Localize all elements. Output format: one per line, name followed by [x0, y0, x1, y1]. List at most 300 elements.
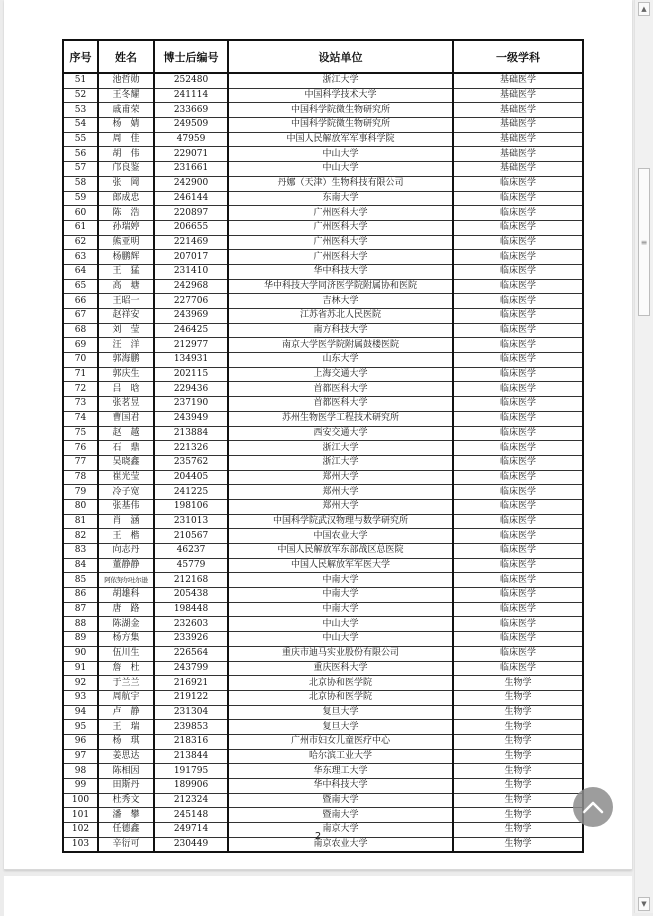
- cell-institution: 广州医科大学: [228, 206, 453, 221]
- cell-discipline: 临床医学: [453, 279, 583, 294]
- table-row: [63, 411, 583, 426]
- cell-index: 57: [63, 162, 98, 177]
- cell-postdoc-id: 231013: [154, 514, 228, 529]
- cell-institution: 西安交通大学: [228, 426, 453, 441]
- cell-name: 刘 莹: [98, 323, 154, 338]
- cell-index: 74: [63, 411, 98, 426]
- cell-name: 向志丹: [98, 544, 154, 559]
- cell-discipline: 临床医学: [453, 323, 583, 338]
- cell-institution: 南京农业大学: [228, 837, 453, 852]
- cell-institution: 广州市妇女儿童医疗中心: [228, 734, 453, 749]
- cell-name: 郭庆生: [98, 367, 154, 382]
- cell-institution: 中南大学: [228, 588, 453, 603]
- table-row: [63, 720, 583, 735]
- cell-name: 王昭一: [98, 294, 154, 309]
- cell-postdoc-id: 207017: [154, 250, 228, 265]
- cell-index: 66: [63, 294, 98, 309]
- cell-name: 崔光莹: [98, 470, 154, 485]
- cell-index: 80: [63, 499, 98, 514]
- cell-discipline: 临床医学: [453, 397, 583, 412]
- cell-institution: 中国科学院微生物研究所: [228, 118, 453, 133]
- cell-postdoc-id: 216921: [154, 676, 228, 691]
- cell-name: 孙瑞婷: [98, 220, 154, 235]
- cell-discipline: 临床医学: [453, 588, 583, 603]
- back-to-top-button[interactable]: [573, 787, 613, 827]
- cell-institution: 南京大学医学院附属鼓楼医院: [228, 338, 453, 353]
- cell-index: 76: [63, 441, 98, 456]
- cell-postdoc-id: 233669: [154, 103, 228, 118]
- table-row: [63, 455, 583, 470]
- table-row: [63, 558, 583, 573]
- cell-institution: 中山大学: [228, 617, 453, 632]
- cell-institution: 山东大学: [228, 353, 453, 368]
- cell-institution: 中国科学院武汉物理与数学研究所: [228, 514, 453, 529]
- cell-institution: 广州医科大学: [228, 250, 453, 265]
- table-row: [63, 338, 583, 353]
- cell-name: 陈相因: [98, 764, 154, 779]
- cell-discipline: 生物学: [453, 793, 583, 808]
- cell-institution: 华中科技大学: [228, 779, 453, 794]
- cell-discipline: 生物学: [453, 808, 583, 823]
- cell-discipline: 临床医学: [453, 382, 583, 397]
- cell-discipline: 临床医学: [453, 485, 583, 500]
- cell-index: 89: [63, 632, 98, 647]
- table-row: [63, 544, 583, 559]
- cell-postdoc-id: 243799: [154, 661, 228, 676]
- cell-postdoc-id: 231304: [154, 705, 228, 720]
- table-row: [63, 617, 583, 632]
- cell-name: 肖 涵: [98, 514, 154, 529]
- cell-name: 高 塘: [98, 279, 154, 294]
- cell-institution: 中山大学: [228, 147, 453, 162]
- cell-institution: 东南大学: [228, 191, 453, 206]
- next-page: [4, 876, 632, 916]
- table-row: [63, 749, 583, 764]
- cell-discipline: 临床医学: [453, 499, 583, 514]
- header-discipline: 一级学科: [453, 40, 583, 73]
- cell-discipline: 临床医学: [453, 411, 583, 426]
- table-row: [63, 176, 583, 191]
- cell-index: 61: [63, 220, 98, 235]
- cell-index: 99: [63, 779, 98, 794]
- cell-discipline: 临床医学: [453, 294, 583, 309]
- cell-index: 98: [63, 764, 98, 779]
- cell-postdoc-id: 249509: [154, 118, 228, 133]
- cell-postdoc-id: 212324: [154, 793, 228, 808]
- cell-postdoc-id: 219122: [154, 690, 228, 705]
- header-postdoc-id: 博士后编号: [154, 40, 228, 73]
- cell-institution: 重庆医科大学: [228, 661, 453, 676]
- cell-discipline: 临床医学: [453, 573, 583, 588]
- cell-name: 姜思达: [98, 749, 154, 764]
- table-row: [63, 73, 583, 88]
- vertical-scrollbar[interactable]: [634, 0, 653, 913]
- cell-name: 周 佳: [98, 132, 154, 147]
- table-row: [63, 602, 583, 617]
- cell-index: 92: [63, 676, 98, 691]
- cell-name: 赵 越: [98, 426, 154, 441]
- header-name: 姓名: [98, 40, 154, 73]
- cell-postdoc-id: 205438: [154, 588, 228, 603]
- table-row: [63, 88, 583, 103]
- postdoc-table: [62, 39, 584, 853]
- scroll-up-button[interactable]: ▲: [638, 2, 650, 16]
- cell-index: 63: [63, 250, 98, 265]
- page-number: 2: [314, 831, 322, 842]
- cell-institution: 浙江大学: [228, 455, 453, 470]
- cell-name: 田斯丹: [98, 779, 154, 794]
- cell-name: 戚甫荣: [98, 103, 154, 118]
- cell-index: 86: [63, 588, 98, 603]
- cell-name: 汪 洋: [98, 338, 154, 353]
- table-row: [63, 793, 583, 808]
- cell-institution: 中南大学: [228, 602, 453, 617]
- cell-index: 101: [63, 808, 98, 823]
- cell-name: 董静静: [98, 558, 154, 573]
- cell-institution: 华东理工大学: [228, 764, 453, 779]
- cell-postdoc-id: 246144: [154, 191, 228, 206]
- cell-discipline: 临床医学: [453, 455, 583, 470]
- cell-postdoc-id: 204405: [154, 470, 228, 485]
- cell-index: 51: [63, 73, 98, 88]
- cell-postdoc-id: 189906: [154, 779, 228, 794]
- table-row: [63, 367, 583, 382]
- cell-institution: 浙江大学: [228, 73, 453, 88]
- document-page: [4, 0, 632, 870]
- table-row: [63, 632, 583, 647]
- cell-name: 杨 婧: [98, 118, 154, 133]
- cell-discipline: 临床医学: [453, 646, 583, 661]
- table-body: [63, 73, 583, 852]
- cell-postdoc-id: 210567: [154, 529, 228, 544]
- cell-discipline: 生物学: [453, 764, 583, 779]
- cell-name: 周航宇: [98, 690, 154, 705]
- cell-name: 吕 晗: [98, 382, 154, 397]
- cell-discipline: 基础医学: [453, 118, 583, 133]
- cell-discipline: 生物学: [453, 837, 583, 852]
- cell-index: 54: [63, 118, 98, 133]
- cell-institution: 江苏省苏北人民医院: [228, 309, 453, 324]
- table-row: [63, 779, 583, 794]
- cell-name: 杨鹏辉: [98, 250, 154, 265]
- cell-institution: 上海交通大学: [228, 367, 453, 382]
- cell-postdoc-id: 212977: [154, 338, 228, 353]
- table-row: [63, 646, 583, 661]
- cell-discipline: 临床医学: [453, 264, 583, 279]
- cell-discipline: 临床医学: [453, 470, 583, 485]
- scroll-down-button[interactable]: ▼: [638, 897, 650, 911]
- cell-index: 79: [63, 485, 98, 500]
- cell-postdoc-id: 252480: [154, 73, 228, 88]
- cell-index: 85: [63, 573, 98, 588]
- table-row: [63, 441, 583, 456]
- table-row: [63, 103, 583, 118]
- cell-institution: 首都医科大学: [228, 382, 453, 397]
- cell-institution: 广州医科大学: [228, 220, 453, 235]
- cell-index: 55: [63, 132, 98, 147]
- table-row: [63, 470, 583, 485]
- cell-institution: 复旦大学: [228, 720, 453, 735]
- cell-postdoc-id: 220897: [154, 206, 228, 221]
- cell-index: 53: [63, 103, 98, 118]
- cell-institution: 南京大学: [228, 823, 453, 838]
- cell-postdoc-id: 206655: [154, 220, 228, 235]
- cell-name: 郭海鹏: [98, 353, 154, 368]
- cell-institution: 郑州大学: [228, 499, 453, 514]
- cell-postdoc-id: 237190: [154, 397, 228, 412]
- cell-name: 辛衍可: [98, 837, 154, 852]
- cell-discipline: 临床医学: [453, 220, 583, 235]
- cell-institution: 中山大学: [228, 632, 453, 647]
- cell-postdoc-id: 213884: [154, 426, 228, 441]
- cell-index: 52: [63, 88, 98, 103]
- cell-postdoc-id: 191795: [154, 764, 228, 779]
- cell-discipline: 临床医学: [453, 632, 583, 647]
- cell-postdoc-id: 245148: [154, 808, 228, 823]
- cell-discipline: 临床医学: [453, 235, 583, 250]
- cell-name: 郎成忠: [98, 191, 154, 206]
- cell-institution: 中国科学院微生物研究所: [228, 103, 453, 118]
- table-row: [63, 734, 583, 749]
- cell-name: 张基伟: [98, 499, 154, 514]
- cell-postdoc-id: 229071: [154, 147, 228, 162]
- cell-name: 陈 浩: [98, 206, 154, 221]
- cell-discipline: 临床医学: [453, 309, 583, 324]
- cell-name: 杨 琪: [98, 734, 154, 749]
- cell-name: 胡雄科: [98, 588, 154, 603]
- cell-index: 59: [63, 191, 98, 206]
- cell-index: 100: [63, 793, 98, 808]
- cell-index: 68: [63, 323, 98, 338]
- cell-name: 陈湖金: [98, 617, 154, 632]
- cell-index: 69: [63, 338, 98, 353]
- cell-index: 91: [63, 661, 98, 676]
- cell-discipline: 临床医学: [453, 441, 583, 456]
- table-row: [63, 353, 583, 368]
- cell-institution: 苏州生物医学工程技术研究所: [228, 411, 453, 426]
- cell-discipline: 临床医学: [453, 353, 583, 368]
- table-row: [63, 309, 583, 324]
- cell-institution: 中国农业大学: [228, 529, 453, 544]
- cell-institution: 华中科技大学: [228, 264, 453, 279]
- cell-postdoc-id: 218316: [154, 734, 228, 749]
- cell-name: 潘 攀: [98, 808, 154, 823]
- cell-name: 邝良鉴: [98, 162, 154, 177]
- cell-discipline: 临床医学: [453, 426, 583, 441]
- cell-postdoc-id: 221326: [154, 441, 228, 456]
- cell-discipline: 生物学: [453, 690, 583, 705]
- cell-index: 60: [63, 206, 98, 221]
- cell-institution: 北京协和医学院: [228, 676, 453, 691]
- cell-name: 阿依努尔吐尔逊: [98, 573, 154, 588]
- cell-discipline: 临床医学: [453, 338, 583, 353]
- table-row: [63, 279, 583, 294]
- cell-institution: 首都医科大学: [228, 397, 453, 412]
- cell-postdoc-id: 243969: [154, 309, 228, 324]
- cell-name: 于兰兰: [98, 676, 154, 691]
- table-row: [63, 573, 583, 588]
- cell-institution: 哈尔滨工业大学: [228, 749, 453, 764]
- cell-postdoc-id: 239853: [154, 720, 228, 735]
- cell-discipline: 生物学: [453, 779, 583, 794]
- cell-institution: 复旦大学: [228, 705, 453, 720]
- table-row: [63, 676, 583, 691]
- cell-index: 81: [63, 514, 98, 529]
- cell-postdoc-id: 241225: [154, 485, 228, 500]
- cell-postdoc-id: 243949: [154, 411, 228, 426]
- cell-discipline: 临床医学: [453, 661, 583, 676]
- table-row: [63, 382, 583, 397]
- cell-institution: 郑州大学: [228, 470, 453, 485]
- cell-index: 97: [63, 749, 98, 764]
- cell-name: 吴晓鑫: [98, 455, 154, 470]
- cell-discipline: 临床医学: [453, 514, 583, 529]
- table-row: [63, 529, 583, 544]
- cell-postdoc-id: 47959: [154, 132, 228, 147]
- cell-discipline: 临床医学: [453, 367, 583, 382]
- table-row: [63, 499, 583, 514]
- cell-institution: 丹娜（天津）生物科技有限公司: [228, 176, 453, 191]
- cell-institution: 华中科技大学同济医学院附属协和医院: [228, 279, 453, 294]
- cell-index: 94: [63, 705, 98, 720]
- cell-index: 103: [63, 837, 98, 852]
- cell-institution: 重庆市迪马实业股份有限公司: [228, 646, 453, 661]
- cell-name: 胡 伟: [98, 147, 154, 162]
- cell-name: 熊亚明: [98, 235, 154, 250]
- cell-institution: 郑州大学: [228, 485, 453, 500]
- table-row: [63, 323, 583, 338]
- cell-name: 王 瑞: [98, 720, 154, 735]
- cell-institution: 暨南大学: [228, 793, 453, 808]
- cell-index: 64: [63, 264, 98, 279]
- cell-institution: 中国人民解放军军事科学院: [228, 132, 453, 147]
- cell-name: 王 猛: [98, 264, 154, 279]
- cell-name: 伍川生: [98, 646, 154, 661]
- cell-index: 87: [63, 602, 98, 617]
- cell-institution: 南方科技大学: [228, 323, 453, 338]
- cell-institution: 中山大学: [228, 162, 453, 177]
- cell-name: 池哲勋: [98, 73, 154, 88]
- cell-discipline: 临床医学: [453, 250, 583, 265]
- cell-postdoc-id: 227706: [154, 294, 228, 309]
- cell-index: 65: [63, 279, 98, 294]
- table-row: [63, 485, 583, 500]
- table-row: [63, 191, 583, 206]
- cell-index: 83: [63, 544, 98, 559]
- cell-discipline: 临床医学: [453, 617, 583, 632]
- cell-discipline: 基础医学: [453, 73, 583, 88]
- cell-name: 张 岡: [98, 176, 154, 191]
- cell-discipline: 临床医学: [453, 558, 583, 573]
- cell-institution: 浙江大学: [228, 441, 453, 456]
- cell-index: 82: [63, 529, 98, 544]
- cell-name: 石 鼎: [98, 441, 154, 456]
- cell-institution: 中国人民解放军军医大学: [228, 558, 453, 573]
- cell-discipline: 临床医学: [453, 206, 583, 221]
- cell-discipline: 生物学: [453, 823, 583, 838]
- cell-postdoc-id: 242968: [154, 279, 228, 294]
- cell-discipline: 基础医学: [453, 147, 583, 162]
- cell-postdoc-id: 212168: [154, 573, 228, 588]
- cell-postdoc-id: 202115: [154, 367, 228, 382]
- cell-index: 71: [63, 367, 98, 382]
- table-row: [63, 705, 583, 720]
- cell-name: 唐 路: [98, 602, 154, 617]
- cell-discipline: 生物学: [453, 720, 583, 735]
- cell-discipline: 生物学: [453, 705, 583, 720]
- chevron-up-icon: [582, 800, 604, 814]
- cell-index: 93: [63, 690, 98, 705]
- cell-index: 58: [63, 176, 98, 191]
- table-row: [63, 220, 583, 235]
- table-row: [63, 661, 583, 676]
- table-row: [63, 162, 583, 177]
- cell-name: 曹国君: [98, 411, 154, 426]
- table-row: [63, 690, 583, 705]
- cell-postdoc-id: 231410: [154, 264, 228, 279]
- cell-discipline: 临床医学: [453, 529, 583, 544]
- cell-discipline: 临床医学: [453, 544, 583, 559]
- cell-index: 102: [63, 823, 98, 838]
- cell-discipline: 基础医学: [453, 103, 583, 118]
- table-row: [63, 294, 583, 309]
- cell-postdoc-id: 235762: [154, 455, 228, 470]
- cell-postdoc-id: 231661: [154, 162, 228, 177]
- cell-postdoc-id: 198106: [154, 499, 228, 514]
- cell-name: 张茗昱: [98, 397, 154, 412]
- cell-name: 赵祥安: [98, 309, 154, 324]
- cell-index: 62: [63, 235, 98, 250]
- cell-index: 73: [63, 397, 98, 412]
- cell-discipline: 临床医学: [453, 191, 583, 206]
- cell-index: 88: [63, 617, 98, 632]
- cell-institution: 中南大学: [228, 573, 453, 588]
- cell-postdoc-id: 241114: [154, 88, 228, 103]
- cell-name: 杨方集: [98, 632, 154, 647]
- cell-name: 詹 杜: [98, 661, 154, 676]
- cell-postdoc-id: 198448: [154, 602, 228, 617]
- table-row: [63, 264, 583, 279]
- cell-institution: 广州医科大学: [228, 235, 453, 250]
- cell-postdoc-id: 232603: [154, 617, 228, 632]
- cell-institution: 北京协和医学院: [228, 690, 453, 705]
- cell-name: 王 楷: [98, 529, 154, 544]
- cell-discipline: 生物学: [453, 749, 583, 764]
- table-row: [63, 397, 583, 412]
- cell-postdoc-id: 221469: [154, 235, 228, 250]
- cell-index: 72: [63, 382, 98, 397]
- cell-postdoc-id: 230449: [154, 837, 228, 852]
- header-index: 序号: [63, 40, 98, 73]
- table-header-row: [63, 40, 583, 73]
- cell-index: 95: [63, 720, 98, 735]
- cell-index: 78: [63, 470, 98, 485]
- cell-postdoc-id: 213844: [154, 749, 228, 764]
- cell-postdoc-id: 134931: [154, 353, 228, 368]
- scroll-thumb[interactable]: ≡: [638, 168, 650, 316]
- cell-name: 王冬耀: [98, 88, 154, 103]
- cell-postdoc-id: 45779: [154, 558, 228, 573]
- cell-postdoc-id: 46237: [154, 544, 228, 559]
- table-row: [63, 147, 583, 162]
- table-row: [63, 764, 583, 779]
- cell-postdoc-id: 229436: [154, 382, 228, 397]
- cell-institution: 暨南大学: [228, 808, 453, 823]
- cell-name: 冷子宽: [98, 485, 154, 500]
- cell-index: 56: [63, 147, 98, 162]
- cell-discipline: 基础医学: [453, 132, 583, 147]
- cell-postdoc-id: 246425: [154, 323, 228, 338]
